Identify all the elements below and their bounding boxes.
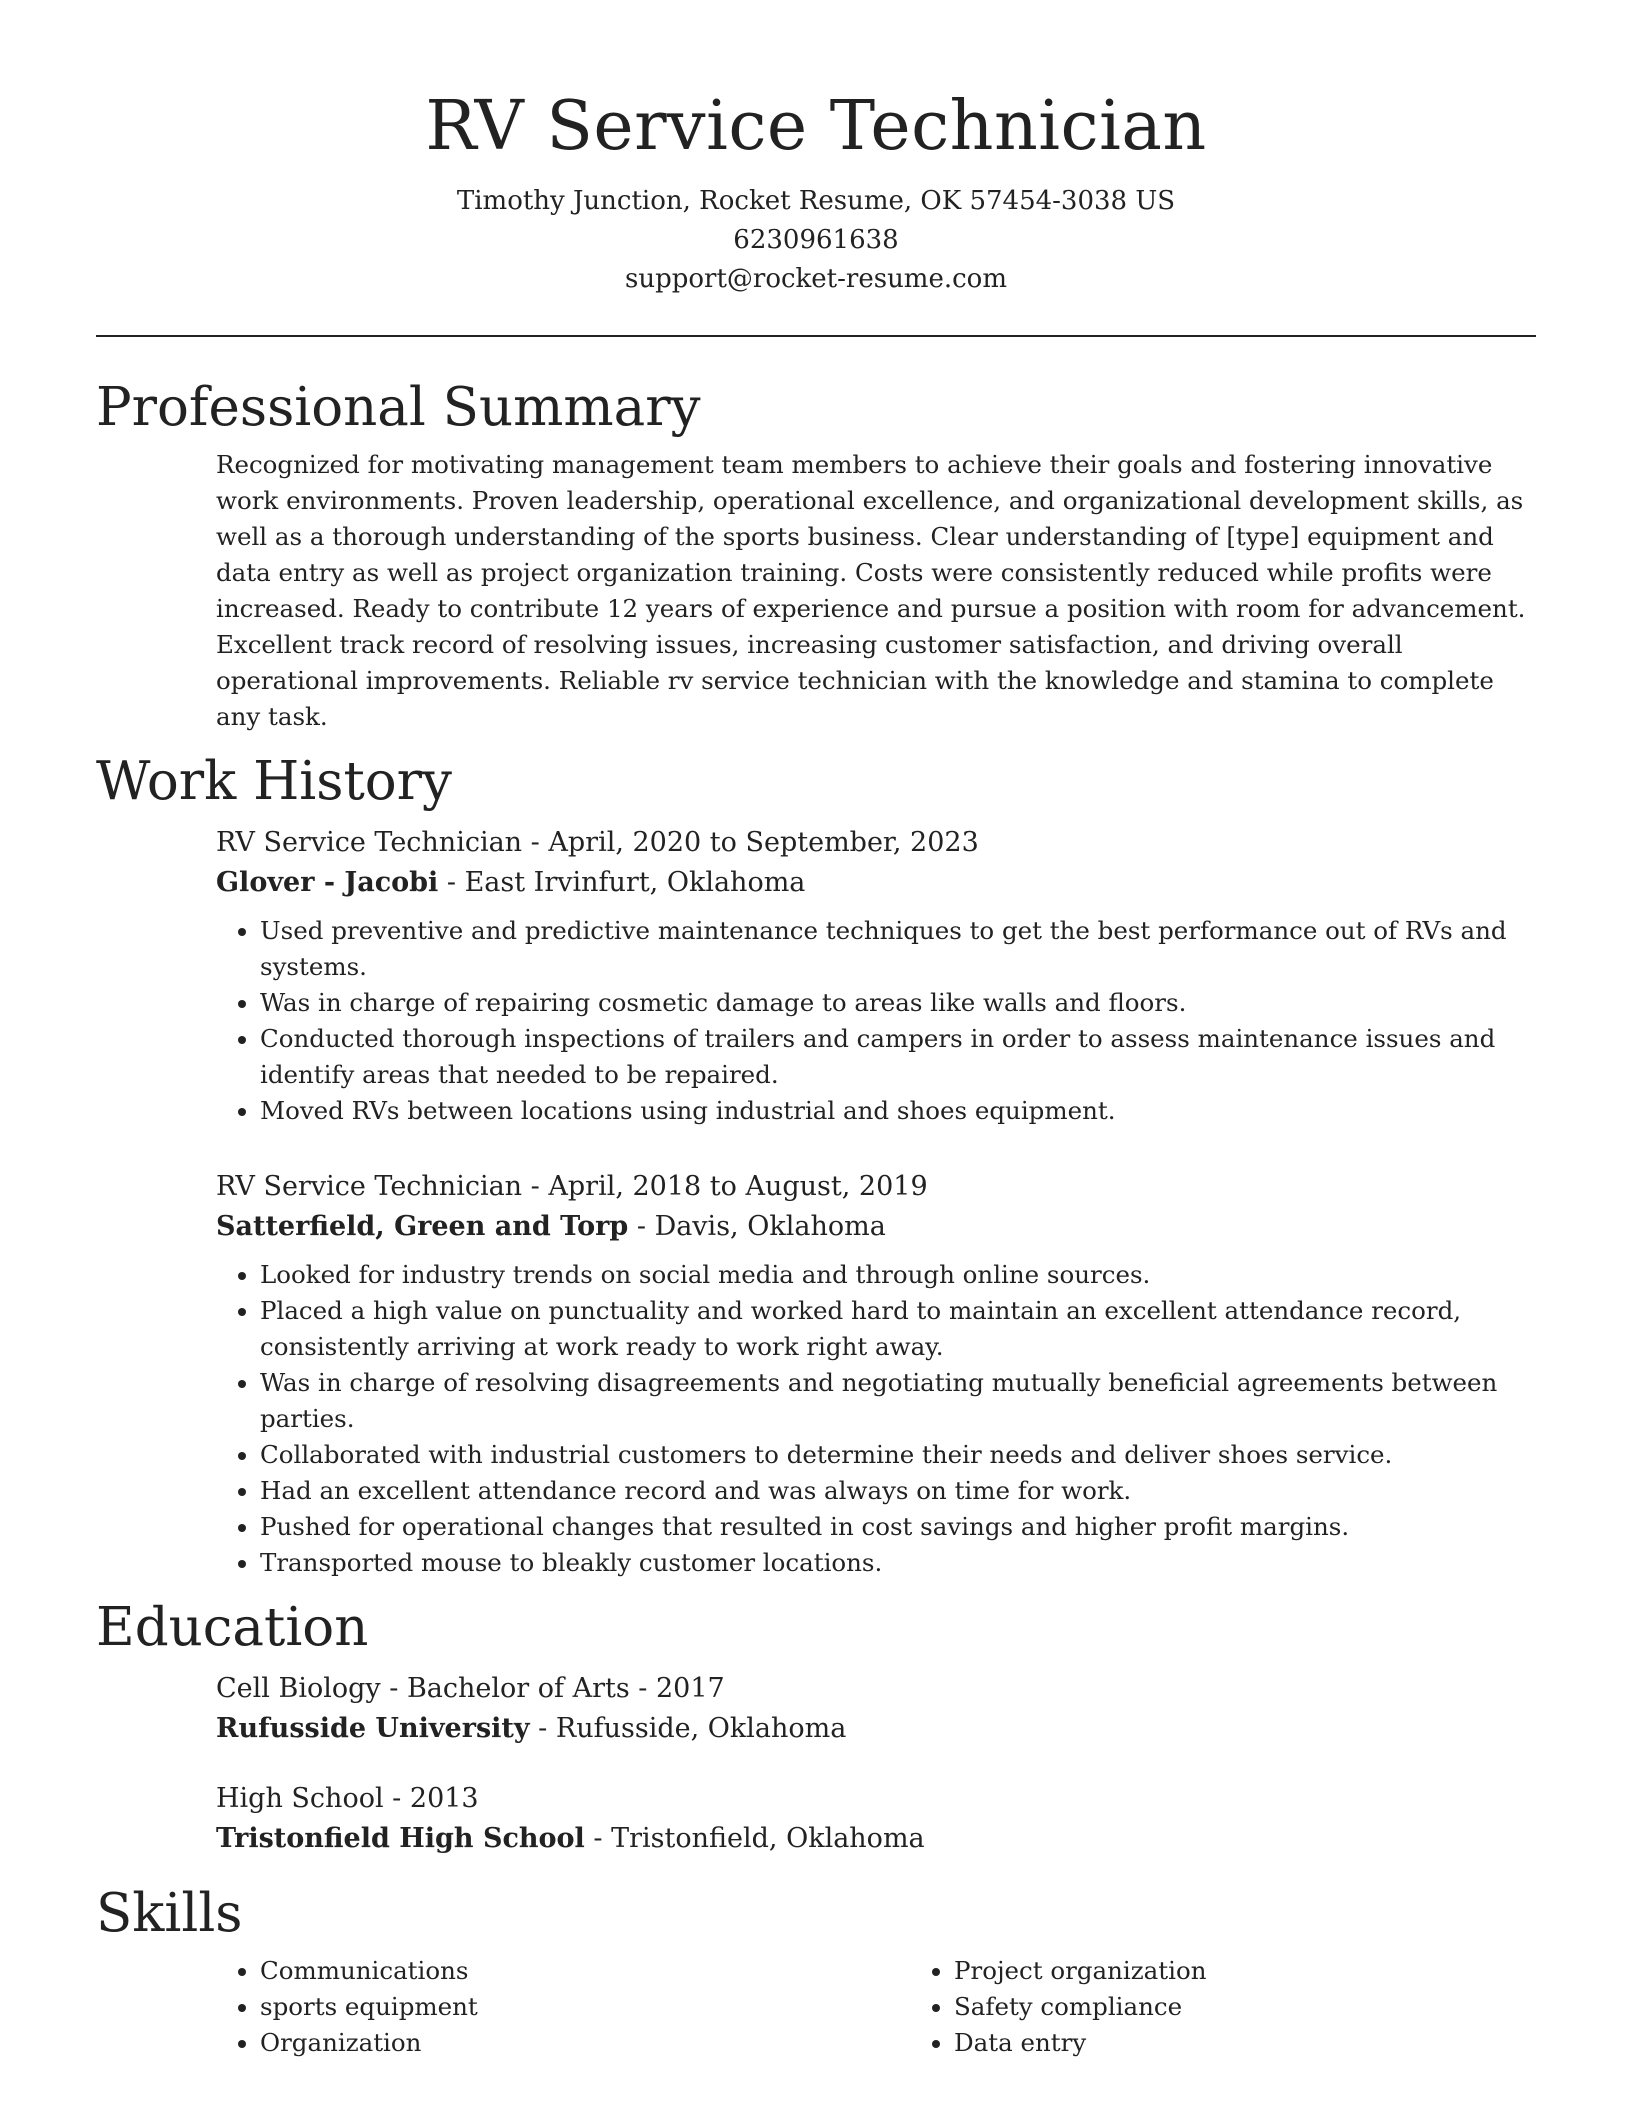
skill-item: • Project organization — [954, 1953, 1604, 1989]
header-divider — [96, 335, 1536, 337]
job-dates: April, 2018 to August, 2019 — [548, 1171, 928, 1202]
skills-section — [96, 1953, 1536, 2061]
job-location: Davis, Oklahoma — [654, 1211, 886, 1242]
skills-column-left — [216, 1953, 910, 2061]
list-item: • Transported mouse to bleakly customer locations. — [260, 1545, 1536, 1581]
job-entry — [216, 823, 1536, 1129]
job-title-line — [216, 823, 1536, 863]
list-item: • Placed a high value on punctuality and worked hard to maintain an excellent attendance record, consistently arriving at work ready to work right away. — [260, 1293, 1536, 1365]
employer: Satterfield, Green and Torp — [216, 1211, 629, 1242]
separator: - — [380, 1673, 407, 1704]
skill-item: • sports equipment — [260, 1989, 910, 2025]
degree-line — [216, 1779, 1536, 1819]
skill-item: • Communications — [260, 1953, 910, 1989]
job-employer-line — [216, 1207, 1536, 1247]
list-item: • Used preventive and predictive maintenance techniques to get the best performance out of RVs and systems. — [260, 913, 1536, 985]
education-heading: Education — [96, 1597, 369, 1658]
job-location: East Irvinfurt, Oklahoma — [464, 867, 806, 898]
school-line — [216, 1709, 1536, 1749]
school-line — [216, 1819, 1536, 1859]
summary-section — [96, 447, 1536, 735]
separator: - — [383, 1783, 410, 1814]
separator: - — [628, 1211, 655, 1242]
skills-heading: Skills — [96, 1883, 243, 1944]
contact-block — [96, 182, 1536, 299]
work-history-heading: Work History — [96, 751, 452, 812]
field-of-study: High School — [216, 1783, 384, 1814]
resume-title: RV Service Technician — [425, 87, 1207, 166]
job-title-line — [216, 1167, 1536, 1207]
job-dates: April, 2020 to September, 2023 — [548, 827, 979, 858]
list-item: • Had an excellent attendance record and was always on time for work. — [260, 1473, 1536, 1509]
list-item: • Moved RVs between locations using industrial and shoes equipment. — [260, 1093, 1536, 1129]
field-of-study: Cell Biology — [216, 1673, 381, 1704]
address: Timothy Junction, Rocket Resume, OK 57454-3038 US — [456, 186, 1176, 216]
graduation-year: 2017 — [656, 1673, 725, 1704]
separator: - — [629, 1673, 656, 1704]
phone: 6230961638 — [733, 225, 899, 255]
school-location: Tristonfield, Oklahoma — [611, 1823, 925, 1854]
work-history-section — [96, 823, 1536, 1581]
skill-item: • Data entry — [954, 2025, 1604, 2061]
employer: Glover - Jacobi — [216, 867, 439, 898]
education-entry — [216, 1779, 1536, 1859]
skills-columns — [216, 1953, 1536, 2061]
separator: - — [522, 827, 549, 858]
summary-heading: Professional Summary — [96, 377, 701, 438]
email: support@rocket-resume.com — [624, 264, 1007, 294]
job-title: RV Service Technician — [216, 1171, 523, 1202]
separator: - — [529, 1713, 556, 1744]
separator: - — [584, 1823, 612, 1854]
graduation-year: 2013 — [409, 1783, 479, 1814]
education-section — [96, 1669, 1536, 1859]
education-entry — [216, 1669, 1536, 1749]
list-item: • Conducted thorough inspections of trailers and campers in order to assess maintenance issues and identify areas that needed to be repaired. — [260, 1021, 1536, 1093]
skill-item: • Safety compliance — [954, 1989, 1604, 2025]
list-item: • Looked for industry trends on social media and through online sources. — [260, 1257, 1536, 1293]
separator: - — [522, 1171, 549, 1202]
school-name: Rufusside University — [216, 1713, 530, 1744]
summary-text: Recognized for motivating management team members to achieve their goals and fostering innovative work environments. Proven leadership, operational excellence, and organizational development skills, as well as a thorough understanding of the sports business. Clear understanding of [type] equipment and data entry as well as project organization training. Costs were consistently reduced while profits were increased. Ready to contribute 12 years of experience and pursue a position with room for advancement. Excellent track record of resolving issues, increasing customer satisfaction, and driving overall operational improvements. Reliable rv service technician with the knowledge and stamina to complete any task. — [216, 450, 1526, 731]
school-location: Rufusside, Oklahoma — [555, 1713, 847, 1744]
job-bullets — [216, 913, 1536, 1129]
job-title: RV Service Technician — [216, 827, 523, 858]
skills-column-right — [910, 1953, 1604, 2061]
school-name: Tristonfield High School — [216, 1823, 585, 1854]
list-item: • Was in charge of repairing cosmetic damage to areas like walls and floors. — [260, 985, 1536, 1021]
job-employer-line — [216, 863, 1536, 903]
separator: - — [438, 867, 465, 898]
job-entry — [216, 1167, 1536, 1581]
list-item: • Collaborated with industrial customers to determine their needs and deliver shoes service. — [260, 1437, 1536, 1473]
list-item: • Was in charge of resolving disagreements and negotiating mutually beneficial agreements between parties. — [260, 1365, 1536, 1437]
list-item: • Pushed for operational changes that resulted in cost savings and higher profit margins. — [260, 1509, 1536, 1545]
degree: Bachelor of Arts — [406, 1673, 630, 1704]
job-bullets — [216, 1257, 1536, 1581]
skill-item: • Organization — [260, 2025, 910, 2061]
degree-line — [216, 1669, 1536, 1709]
